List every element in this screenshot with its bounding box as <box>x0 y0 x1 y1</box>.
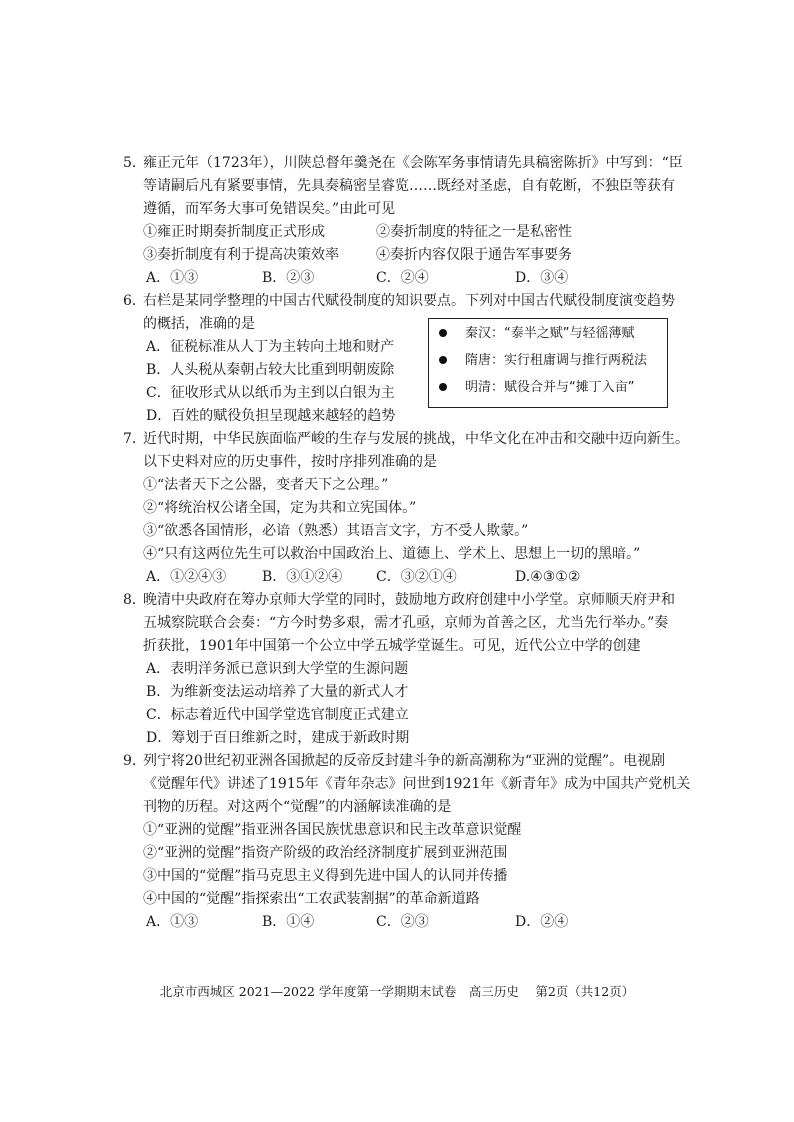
question-number: 5． <box>123 155 146 171</box>
question-text: 列宁将20世纪初亚洲各国掀起的反帝反封建斗争的新高潮称为“亚洲的觉醒”。电视剧 <box>143 753 666 769</box>
statement-item: ④奏折内容仅限于通告军事要务 <box>376 247 572 263</box>
answer-option-c[interactable]: C．③②①④ <box>376 569 457 585</box>
answer-option-d[interactable]: D．②④ <box>515 914 569 930</box>
answer-option-a[interactable]: A．①③ <box>146 270 199 286</box>
question-text: 近代时期，中华民族面临严峻的生存与发展的挑战，中华文化在冲击和交融中迈向新生。 <box>143 431 689 447</box>
question-number: 9． <box>123 753 146 769</box>
question-text: 晚清中央政府在筹办京师大学堂的同时，鼓励地方政府创建中小学堂。京师顺天府尹和 <box>143 592 675 608</box>
question-text: 等请嗣后凡有紧要事情，先具奏稿密呈睿览……既经对圣虑，自有乾断，不独臣等获有 <box>143 178 675 194</box>
statement-item: ①“法者天下之公器，变者天下之公理。” <box>143 477 389 493</box>
question-number: 7． <box>123 431 146 447</box>
statement-item: ③中国的“觉醒”指马克思主义得到先进中国人的认同并传播 <box>143 868 508 884</box>
answer-option-a[interactable]: A．①③ <box>146 914 199 930</box>
statement-item: ②“亚洲的觉醒”指资产阶级的政治经济制度扩展到亚洲范围 <box>143 845 508 861</box>
question-text: 折获批，1901年中国第一个公立中学五城学堂诞生。可见，近代公立中学的创建 <box>143 638 641 654</box>
answer-option-c[interactable]: C．标志着近代中国学堂选官制度正式建立 <box>146 707 409 723</box>
answer-option-c[interactable]: C．②④ <box>376 270 429 286</box>
answer-option-b[interactable]: B．③①②④ <box>262 569 343 585</box>
bullet-icon <box>439 383 447 391</box>
question-text: 右栏是某同学整理的中国古代赋役制度的知识要点。下列对中国古代赋役制度演变趋势 <box>143 293 675 309</box>
answer-option-d[interactable]: D．③④ <box>515 270 569 286</box>
answer-option-d[interactable]: D．百姓的赋役负担呈现越来越轻的趋势 <box>146 408 396 424</box>
answer-option-b[interactable]: B．为维新变法运动培养了大量的新式人才 <box>146 684 409 700</box>
answer-option-a[interactable]: A．①②④③ <box>146 569 227 585</box>
statement-item: ③奏折制度有利于提高决策效率 <box>143 247 339 263</box>
statement-item: ①“亚洲的觉醒”指亚洲各国民族忧患意识和民主改革意识觉醒 <box>143 822 522 838</box>
question-text: 的概括，准确的是 <box>143 316 255 332</box>
bullet-icon <box>439 356 447 364</box>
statement-item: ④中国的“觉醒”指探索出“工农武装割据”的革命新道路 <box>143 891 480 907</box>
box-item: 秦汉：“泰半之赋”与轻徭薄赋 <box>439 325 634 343</box>
question-text: 五城察院联合会奏：“方今时势多艰，需才孔亟，京师为首善之区，尤当先行举办。”奏 <box>143 615 669 631</box>
statement-item: ③“欲悉各国情形，必谙（熟悉）其语言文字，方不受人欺蒙。” <box>143 523 529 539</box>
question-text: 遵循，而军务大事可免错误矣。”由此可见 <box>143 201 396 217</box>
answer-option-d[interactable]: D.④③①② <box>515 569 581 585</box>
question-number: 8． <box>123 592 146 608</box>
question-text: 刊物的历程。对这两个“觉醒”的内涵解读准确的是 <box>143 799 452 815</box>
answer-option-d[interactable]: D．筹划于百日维新之时，建成于新政时期 <box>146 730 410 746</box>
statement-item: ②“将统治权公诸全国，定为共和立宪国体。” <box>143 500 417 516</box>
answer-option-b[interactable]: B．②③ <box>262 270 315 286</box>
answer-option-c[interactable]: C．②③ <box>376 914 429 930</box>
answer-option-b[interactable]: B．人头税从秦朝占较大比重到明朝废除 <box>146 362 395 378</box>
question-text: 以下史料对应的历史事件，按时序排列准确的是 <box>143 454 437 470</box>
question-number: 6． <box>123 293 146 309</box>
statement-item: ②奏折制度的特征之一是私密性 <box>376 224 572 240</box>
answer-option-c[interactable]: C．征收形式从以纸币为主到以白银为主 <box>146 385 395 401</box>
question-text: 《觉醒年代》讲述了1915年《青年杂志》问世到1921年《新青年》成为中国共产党机关 <box>143 776 691 792</box>
page-footer: 北京市西城区 2021—2022 学年度第一学期期末试卷 高三历史 第2页（共12页） <box>159 984 635 999</box>
knowledge-points-box <box>428 318 668 408</box>
statement-item: ①雍正时期奏折制度正式形成 <box>143 224 325 240</box>
answer-option-a[interactable]: A．征税标准从人丁为主转向土地和财产 <box>146 339 395 355</box>
bullet-icon <box>439 329 447 337</box>
question-text: 雍正元年（1723年），川陕总督年羹尧在《会陈军务事情请先具稿密陈折》中写到：“臣 <box>143 155 683 171</box>
answer-option-a[interactable]: A．表明洋务派已意识到大学堂的生源问题 <box>146 661 409 677</box>
statement-item: ④“只有这两位先生可以救治中国政治上、道德上、学术上、思想上一切的黑暗。” <box>143 546 641 562</box>
box-item: 隋唐：实行租庸调与推行两税法 <box>439 352 647 370</box>
box-item: 明清：赋役合并与“摊丁入亩” <box>439 379 634 397</box>
answer-option-b[interactable]: B．①④ <box>262 914 315 930</box>
